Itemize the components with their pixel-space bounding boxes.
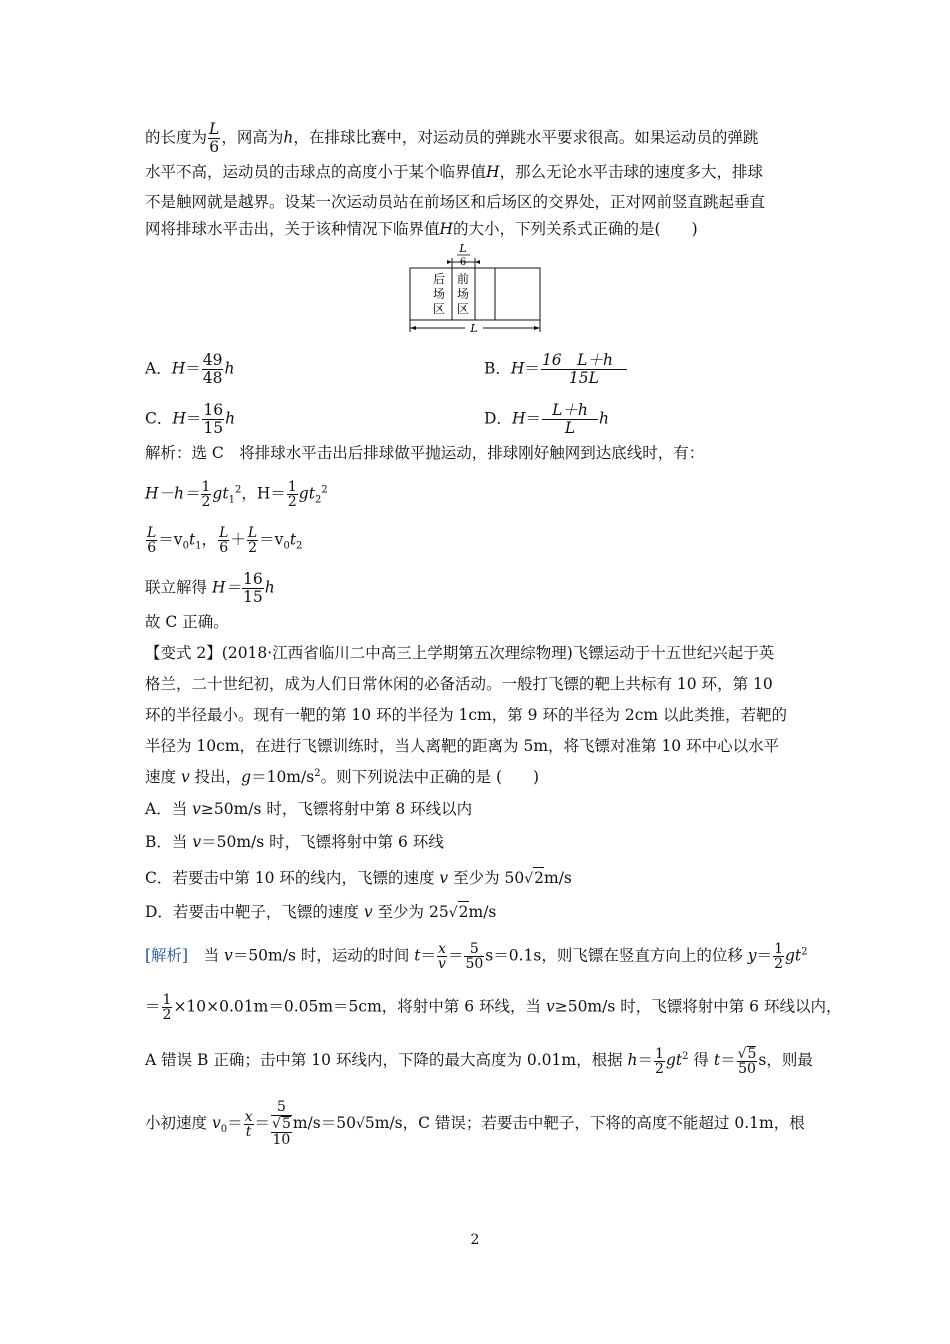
analysis-line-3: A 错误 B 正确；击中第 10 环线内，下降的最大高度为 0.01m，根据 h＝ $\frac{1}{2}$ $gt^2$ 得 t＝ $\frac{√5}{50}$ s，则最 (145, 1045, 813, 1077)
diagram-top-label-n: L (459, 242, 467, 255)
fraction-L-over-6: $\frac{L}{6}$ (209, 120, 220, 156)
solution-eq-1: H－h＝ $\frac{1}{2}$ $gt_1^2$，H＝ $\frac{1}{2}$ $gt_2^2$ (145, 479, 328, 510)
variant-line-1: 【变式 2】(2018·江西省临川二中高三上学期第五次理综物理)飞镖运动于十五世纪兴起于英 (145, 644, 775, 662)
solution-line-4: 联立解得 H＝ $\frac{16}{15}$ h (145, 570, 275, 606)
diagram-top-label-d: 6 (459, 257, 467, 268)
front-zone-char-2: 场 (456, 287, 470, 301)
analysis-line-2: ＝ $\frac{1}{2}$ ×10×0.01m＝0.05m＝5cm，将射中第 6 环线，当 v≥50m/s 时，飞镖将射中第 6 环线以内， (145, 992, 842, 1023)
back-zone-char-3: 区 (432, 302, 446, 316)
back-zone-char-2: 场 (432, 287, 446, 301)
problem-line-1: 的长度为 $\frac{L}{6}$ ，网高为h，在排球比赛中，对运动员的弹跳水平要求很高。如果运动员的弹跳 (145, 120, 759, 156)
problem-line-4: 网将排球水平击出，关于该种情况下临界值H的大小，下列关系式正确的是( ) (145, 220, 698, 238)
variant-line-5: 速度 v 投出，$g=10m/s^2$。则下列说法中正确的是 ( ) (145, 767, 540, 786)
variant-option-d: D．若要击中靶子，飞镖的速度 v 至少为 25√2m/s (145, 903, 497, 921)
back-zone-char-1: 后 (432, 272, 446, 286)
variant-option-c: C．若要击中第 10 环的线内，飞镖的速度 v 至少为 50√2m/s (145, 869, 572, 887)
solution-line-1: 解析：选 C 将排球水平击出后排球做平抛运动，排球刚好触网到达底线时，有： (145, 444, 705, 462)
option-b: B．H＝ $\frac{16 L+h}{15L}$ (484, 352, 628, 387)
front-zone-char-1: 前 (456, 272, 470, 286)
variant-option-b: B．当 v＝50m/s 时，飞镖将射中第 6 环线 (145, 833, 444, 851)
variant-option-a: A．当 v≥50m/s 时，飞镖将射中第 8 环线以内 (145, 800, 473, 818)
front-zone-char-3: 区 (456, 302, 470, 316)
analysis-line-1: [解析] 当 v＝50m/s 时，运动的时间 t＝ $\frac{x}{v}$ ＝ $\frac{5}{50}$ s＝0.1s，则飞镖在竖直方向上的位移 y＝ $\frac{1}{2}$ $gt^2$ (145, 941, 808, 972)
solution-eq-2: $\frac{L}{6}$ $=v_0t_1$， $\frac{L}{6}$ ＋ $\frac{L}{2}$ $=v_0t_2$ (147, 525, 303, 556)
diagram-bottom-label: L (470, 322, 478, 335)
page-number: 2 (470, 1232, 480, 1248)
analysis-tag: [解析] (145, 946, 189, 965)
court-diagram (405, 240, 550, 340)
analysis-line-4: 小初速度 $v_0=$ $\frac{x}{t}$ ＝ 5 √5 10 m/s＝50√5m/s，C 错误；若要击中靶子，下将的高度不能超过 0.1m，根 (145, 1099, 805, 1148)
variant-line-2: 格兰，二十世纪初，成为人们日常休闲的必备活动。一般打飞镖的靶上共标有 10 环，第 10 (145, 675, 773, 693)
option-a: A．H＝ $\frac{49}{48}$ h (145, 351, 235, 387)
option-d: D．H＝ $\frac{L+h}{L}$ h (484, 401, 609, 437)
option-c: C．H＝ $\frac{16}{15}$ h (145, 401, 236, 437)
variant-line-3: 环的半径最小。现有一靶的第 10 环的半径为 1cm，第 9 环的半径为 2cm 以此类推，若靶的 (145, 706, 788, 724)
problem-line-3: 不是触网就是越界。设某一次运动员站在前场区和后场区的交界处，正对网前竖直跳起垂直 (145, 193, 766, 211)
solution-line-5: 故 C 正确。 (145, 613, 229, 631)
variant-line-4: 半径为 10cm，在进行飞镖训练时，当人离靶的距离为 5m，将飞镖对准第 10 环中心以水平 (145, 737, 780, 755)
problem-line-2: 水平不高，运动员的击球点的高度小于某个临界值H，那么无论水平击球的速度多大，排球 (145, 163, 764, 181)
